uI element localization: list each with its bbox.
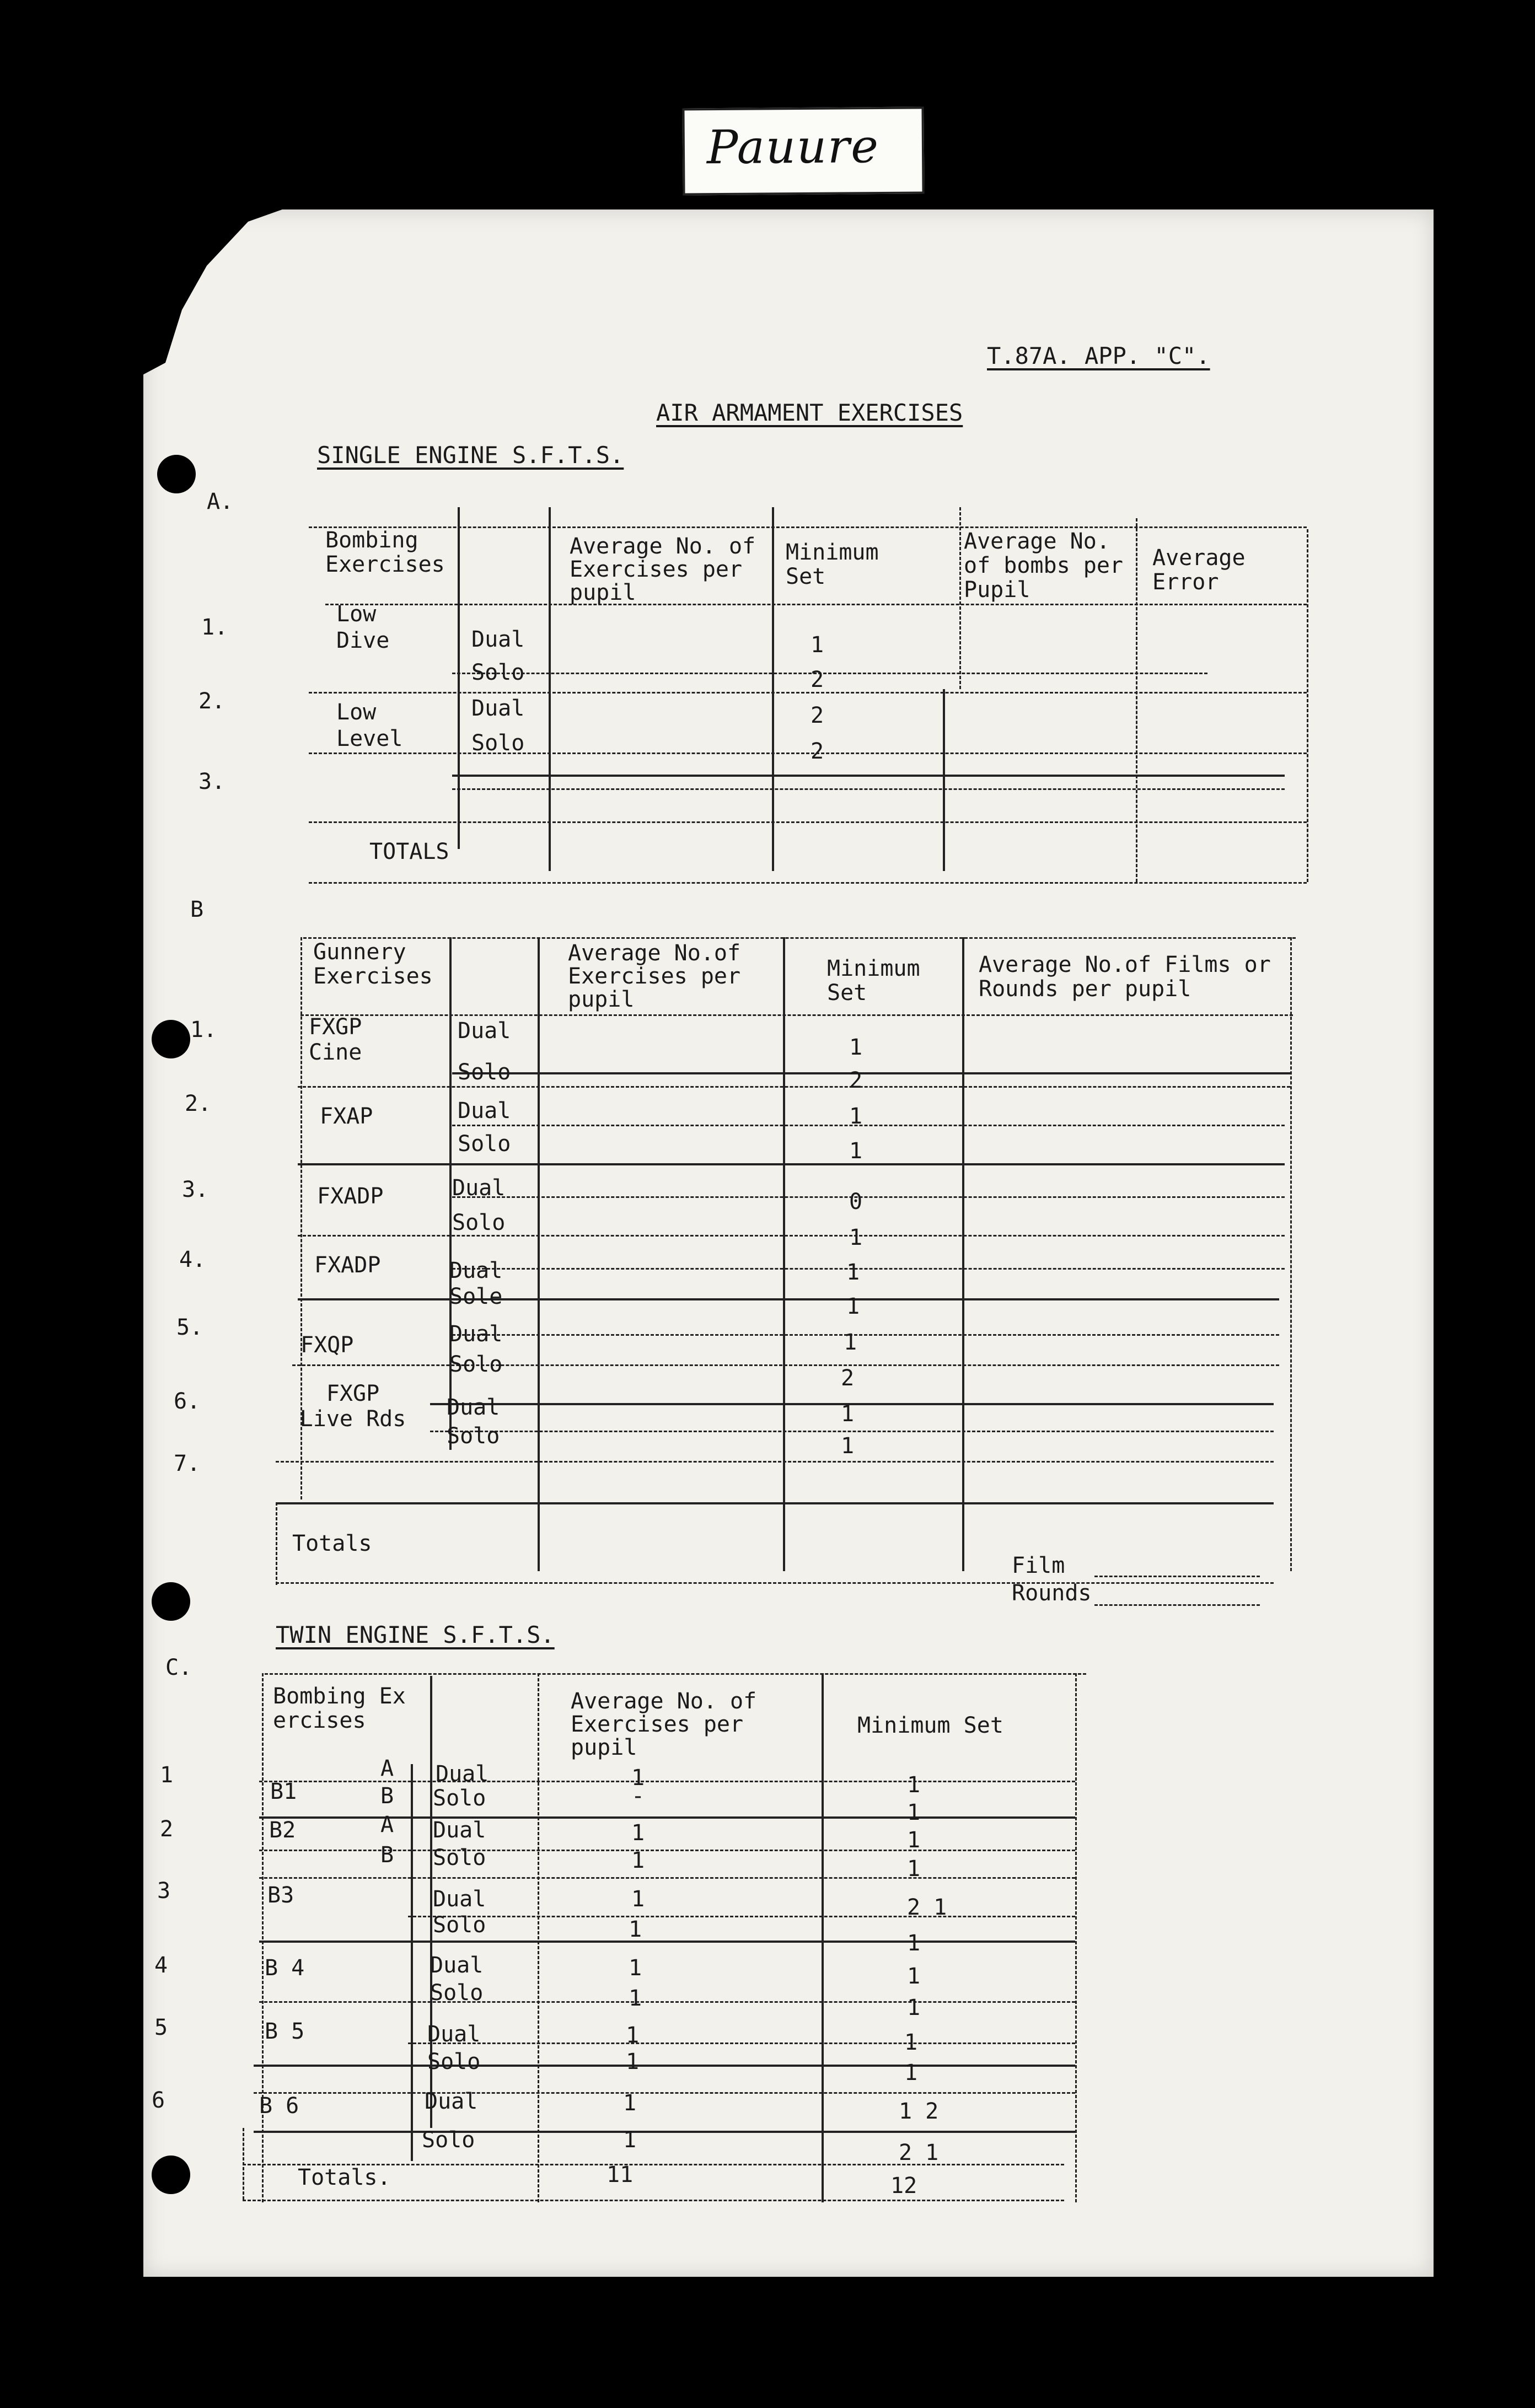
mode-cell: Dual [433, 1818, 486, 1843]
totals-label: Totals [292, 1531, 372, 1556]
avg-cell: 1 [631, 1848, 645, 1873]
mode-cell: Dual [427, 2022, 481, 2047]
minimum-set-cell: 1 [849, 1225, 863, 1250]
mode-cell: Solo [433, 1912, 486, 1938]
header-bombing-exercises: Bombing Exercises [325, 528, 445, 577]
header-minimum-set: Minimum Set [827, 956, 920, 1006]
row-number: 3. [198, 769, 226, 794]
mode-cell: Dual [458, 1098, 511, 1124]
exercise-name: FXADP [317, 1184, 384, 1209]
mode-cell: Dual [471, 696, 525, 721]
document-reference: T.87A. APP. "C". [987, 342, 1210, 369]
mode-cell: Dual [430, 1953, 484, 1978]
exercise-name: FXGP Cine [309, 1014, 362, 1065]
minimum-set-cell: 1 [846, 1260, 860, 1285]
mode-cell: Dual [436, 1761, 489, 1787]
mode-cell: Solo [449, 1352, 503, 1377]
minimum-set-cell: 1 [841, 1433, 855, 1459]
minimum-set-cell: 1 [904, 2030, 918, 2055]
minimum-set-cell: 1 [907, 1828, 921, 1853]
archive-label-text: Pauure [706, 119, 880, 175]
single-engine-heading: SINGLE ENGINE S.F.T.S. [317, 442, 624, 469]
section-a-letter: A. [207, 489, 234, 514]
row-number: 1. [201, 615, 228, 640]
minimum-set-cell: 1 [907, 1964, 921, 1989]
mode-cell: Solo [447, 1423, 500, 1449]
row-number: 4 [154, 1953, 168, 1978]
minimum-set-cell: 1 [849, 1104, 863, 1129]
row-number: 7. [174, 1451, 201, 1476]
minimum-set-cell: 0 [849, 1189, 863, 1214]
header-avg-exercises: Average No. of Exercises per pupil [571, 1689, 757, 1760]
mode-cell: Dual [449, 1321, 503, 1347]
avg-cell: 1 [623, 2127, 637, 2153]
row-number: 1. [190, 1017, 217, 1042]
header-avg-films: Average No.of Films or Rounds per pupil [979, 952, 1271, 1002]
mode-cell: Solo [458, 1131, 511, 1157]
avg-cell: 1 [623, 2090, 637, 2116]
page-title: AIR ARMAMENT EXERCISES [656, 399, 963, 426]
minimum-set-cell: 2 1 [907, 1895, 947, 1920]
minimum-set-cell: 1 [904, 2060, 918, 2086]
minimum-set-cell: 2 [849, 1068, 863, 1093]
minimum-set-cell: 2 1 [899, 2140, 939, 2165]
totals-min: 12 [890, 2173, 917, 2199]
avg-cell: 1 [626, 2023, 640, 2048]
minimum-set-cell: 1 [811, 632, 824, 658]
row-number: 5 [154, 2015, 168, 2040]
row-number: 2. [185, 1091, 212, 1116]
mode-cell: Solo [458, 1060, 511, 1085]
group-cell: B 6 [259, 2093, 299, 2119]
section-b-letter: B [190, 897, 204, 922]
avg-cell: - [631, 1783, 645, 1809]
minimum-set-cell: 1 [907, 1772, 921, 1798]
mode-cell: Solo [430, 1980, 484, 2006]
group-cell: B2 [269, 1818, 296, 1843]
mode-cell: Sole [449, 1284, 503, 1309]
mode-cell: Dual [433, 1886, 486, 1912]
mode-cell: Dual [471, 627, 525, 652]
avg-cell: 1 [626, 2049, 640, 2074]
minimum-set-cell: 1 [907, 1931, 921, 1956]
row-number: 6. [174, 1389, 201, 1414]
group-cell: B 5 [265, 2019, 305, 2044]
header-avg-error: Average Error [1152, 545, 1246, 595]
avg-cell: 1 [631, 1765, 645, 1791]
mode-cell: Solo [452, 1210, 506, 1235]
exercise-name: Low Dive [336, 601, 390, 653]
avg-cell: 1 [631, 1820, 645, 1846]
avg-cell: 1 [629, 1986, 642, 2011]
row-number: 2 [160, 1816, 174, 1842]
film-label: Film [1012, 1553, 1065, 1578]
header-bombing-exercises: Bombing Ex ercises [273, 1684, 406, 1733]
header-minimum-set: Minimum Set [786, 540, 879, 589]
mode-cell: Dual [458, 1018, 511, 1044]
exercise-name: FXADP [314, 1253, 381, 1278]
header-avg-exercises: Average No. of Exercises per pupil [570, 534, 756, 605]
sub-cell: A [380, 1812, 394, 1837]
minimum-set-cell: 2 [841, 1366, 855, 1391]
minimum-set-cell: 1 [907, 1800, 921, 1825]
section-c-letter: C. [165, 1655, 192, 1680]
row-number: 5. [176, 1315, 203, 1340]
minimum-set-cell: 1 [841, 1401, 855, 1427]
minimum-set-cell: 1 2 [899, 2099, 939, 2124]
archive-label-card [682, 106, 924, 195]
exercise-name: FXQP [300, 1332, 354, 1358]
minimum-set-cell: 2 [811, 739, 824, 764]
header-minimum-set: Minimum Set [857, 1713, 1003, 1738]
minimum-set-cell: 1 [846, 1294, 860, 1319]
mode-cell: Solo [422, 2127, 475, 2153]
minimum-set-cell: 2 [811, 703, 824, 728]
mode-cell: Solo [471, 660, 525, 685]
mode-cell: Dual [449, 1258, 503, 1283]
mode-cell: Solo [433, 1845, 486, 1871]
minimum-set-cell: 1 [844, 1330, 857, 1355]
avg-cell: 1 [629, 1917, 642, 1942]
row-number: 2. [198, 689, 226, 714]
exercise-name: FXGP Live Rds [299, 1381, 406, 1432]
group-cell: B 4 [265, 1955, 305, 1981]
punch-hole [152, 2156, 190, 2194]
minimum-set-cell: 1 [907, 1856, 921, 1882]
group-cell: B3 [267, 1883, 294, 1908]
mode-cell: Dual [447, 1395, 500, 1420]
punch-hole [152, 1020, 190, 1058]
row-number: 1 [160, 1762, 174, 1788]
row-number: 6 [152, 2088, 165, 2113]
exercise-name: Low Level [336, 700, 403, 751]
row-number: 3 [157, 1878, 171, 1904]
sub-cell: A [380, 1756, 394, 1781]
minimum-set-cell: 2 [811, 667, 824, 692]
punch-hole [157, 455, 196, 493]
mode-cell: Solo [471, 730, 525, 756]
sub-cell: B [380, 1783, 394, 1809]
document-sheet [143, 209, 1434, 2277]
mode-cell: Dual [452, 1175, 506, 1201]
exercise-name: FXAP [320, 1104, 373, 1129]
header-gunnery-exercises: Gunnery Exercises [313, 939, 433, 989]
twin-engine-heading: TWIN ENGINE S.F.T.S. [276, 1621, 555, 1648]
header-avg-exercises: Average No.of Exercises per pupil [568, 940, 741, 1012]
totals-avg: 11 [607, 2162, 634, 2187]
mode-cell: Dual [425, 2089, 478, 2114]
totals-label: TOTALS [369, 839, 449, 864]
sub-cell: B [380, 1842, 394, 1868]
minimum-set-cell: 1 [907, 1995, 921, 2020]
rounds-label: Rounds [1012, 1581, 1092, 1606]
header-avg-bombs: Average No. of bombs per Pupil [964, 529, 1123, 603]
minimum-set-cell: 1 [849, 1138, 863, 1164]
totals-label: Totals. [298, 2165, 391, 2190]
group-cell: B1 [270, 1779, 297, 1804]
mode-cell: Solo [433, 1786, 486, 1811]
punch-hole [152, 1582, 190, 1621]
mode-cell: Solo [427, 2049, 481, 2074]
avg-cell: 1 [629, 1955, 642, 1981]
row-number: 3. [182, 1177, 209, 1202]
avg-cell: 1 [631, 1886, 645, 1912]
minimum-set-cell: 1 [849, 1035, 863, 1060]
row-number: 4. [179, 1247, 206, 1272]
